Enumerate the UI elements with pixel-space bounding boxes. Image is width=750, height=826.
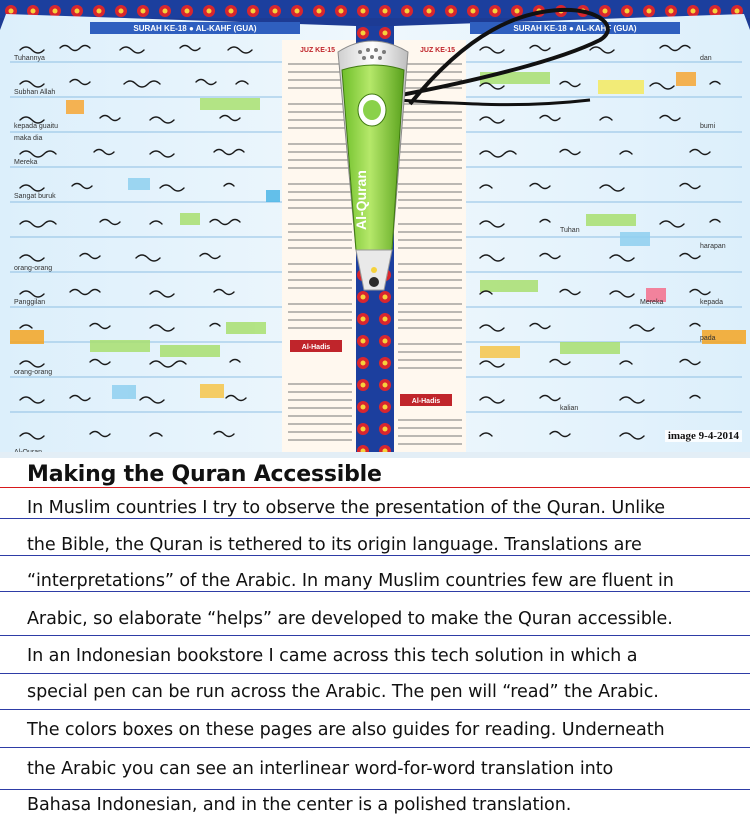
- svg-text:Subhan Allah: Subhan Allah: [14, 89, 56, 96]
- rule-line: [0, 709, 750, 710]
- hadis-label-left: Al-Hadis: [301, 344, 331, 351]
- svg-text:Tuhannya: Tuhannya: [14, 55, 45, 62]
- svg-text:Mereka: Mereka: [640, 299, 664, 306]
- rule-line: [0, 635, 750, 636]
- svg-text:harapan: harapan: [700, 243, 726, 250]
- article-line: In an Indonesian bookstore I came across this tech solution in which a: [27, 646, 638, 666]
- article-title: Making the Quran Accessible: [27, 462, 382, 487]
- svg-text:Tuhan: Tuhan: [560, 227, 580, 234]
- svg-text:kalian: kalian: [560, 405, 579, 412]
- rule-line: [0, 789, 750, 790]
- article-line: “interpretations” of the Arabic. In many Muslim countries few are fluent in: [27, 571, 674, 591]
- article-line: the Bible, the Quran is tethered to its origin language. Translations are: [27, 535, 642, 555]
- svg-text:Sangat buruk: Sangat buruk: [14, 193, 56, 200]
- image-caption: image 9-4-2014: [665, 430, 742, 442]
- left-page-header: SURAH KE-18 ● AL-KAHF (GUA): [133, 24, 257, 33]
- center-header-right: JUZ KE-15: [420, 47, 456, 54]
- center-header-left: JUZ KE-15: [300, 47, 336, 54]
- article-line: Bahasa Indonesian, and in the center is a polished translation.: [27, 795, 572, 815]
- rule-line: [0, 747, 750, 748]
- svg-text:orang-orang: orang-orang: [14, 265, 53, 272]
- right-page-header: SURAH KE-18 ● AL-KAHF (GUA): [513, 24, 637, 33]
- svg-text:dan: dan: [700, 55, 712, 62]
- svg-text:Mereka: Mereka: [14, 159, 38, 166]
- article-line: Arabic, so elaborate “helps” are developed to make the Quran accessible.: [27, 609, 673, 629]
- svg-text:maka dia: maka dia: [14, 135, 43, 142]
- rule-line: [0, 673, 750, 674]
- rule-line: [0, 518, 750, 519]
- svg-text:Panggilan: Panggilan: [14, 299, 46, 306]
- article-line: special pen can be run across the Arabic. The pen will “read” the Arabic.: [27, 682, 659, 702]
- article-line: The colors boxes on these pages are also guides for reading. Underneath: [27, 720, 665, 740]
- article: [0, 458, 750, 826]
- red-rule: [0, 487, 750, 488]
- article-line: In Muslim countries I try to observe the presentation of the Quran. Unlike: [27, 498, 666, 518]
- rule-line: [0, 555, 750, 556]
- svg-text:kepada guaitu: kepada guaitu: [14, 123, 58, 130]
- article-line: the Arabic you can see an interlinear word-for-word translation into: [27, 759, 614, 779]
- rule-line: [0, 591, 750, 592]
- svg-text:kepada: kepada: [700, 299, 723, 306]
- svg-text:pada: pada: [700, 335, 716, 342]
- svg-text:orang-orang: orang-orang: [14, 369, 53, 376]
- svg-text:bumi: bumi: [700, 123, 716, 130]
- hadis-label-right: Al-Hadis: [411, 398, 441, 405]
- pen-brand-label: Al-Quran: [353, 170, 369, 230]
